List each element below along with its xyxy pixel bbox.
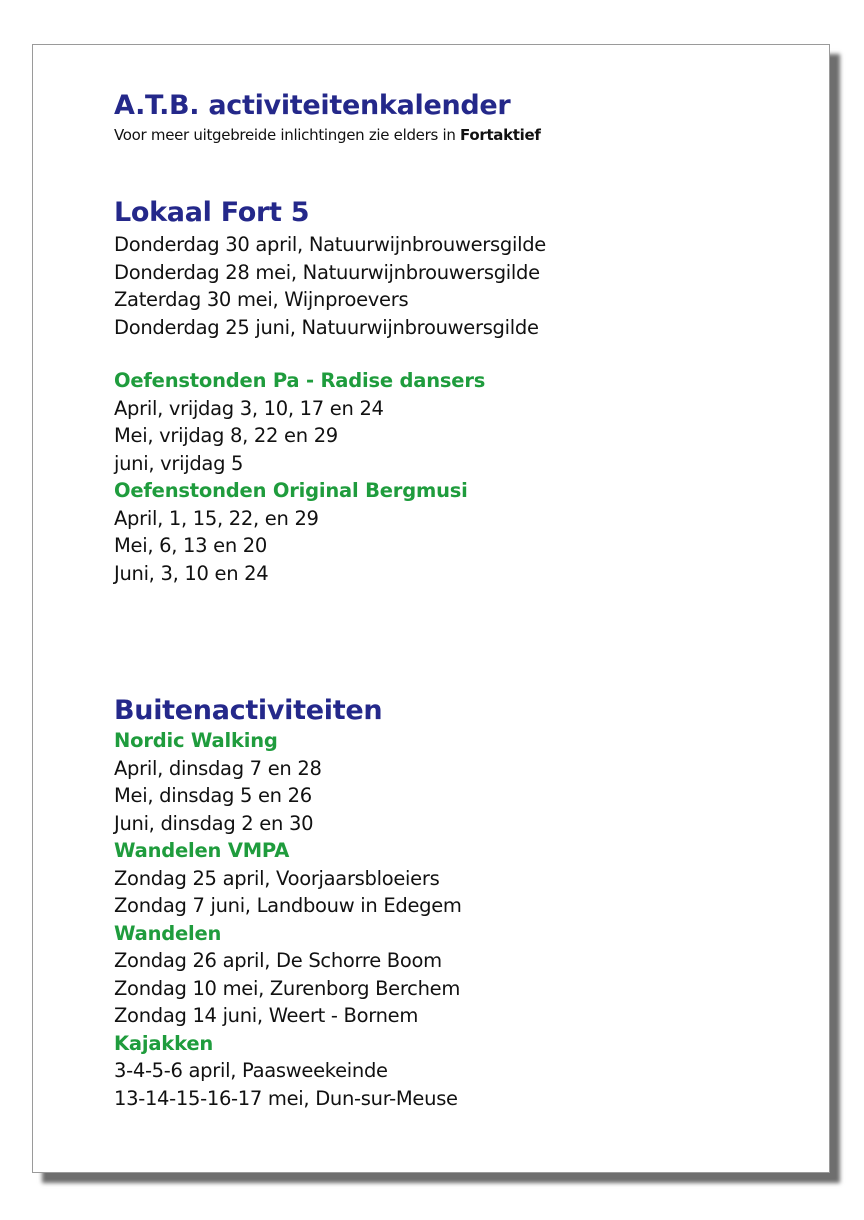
page-title: A.T.B. activiteitenkalender xyxy=(114,90,511,121)
group-pa-radise-dansers xyxy=(114,367,814,477)
list-item: Mei, dinsdag 5 en 26 xyxy=(114,784,312,807)
list-item: April, vrijdag 3, 10, 17 en 24 xyxy=(114,396,384,420)
list-item: juni, vrijdag 5 xyxy=(114,451,244,475)
list-item: April, dinsdag 7 en 28 xyxy=(114,756,322,780)
list-item: April, 1, 15, 22, en 29 xyxy=(114,506,319,530)
sub-heading: Oefenstonden Original Bergmusi xyxy=(114,479,468,502)
sub-heading: Kajakken xyxy=(114,1031,214,1055)
section-title-lokaal: Lokaal Fort 5 xyxy=(114,197,310,228)
list-item: Zondag 7 juni, Landbouw in Edegem xyxy=(114,894,462,917)
list-item: Zondag 10 mei, Zurenborg Berchem xyxy=(114,976,461,1000)
list-item: Juni, dinsdag 2 en 30 xyxy=(114,811,314,835)
list-item: Donderdag 30 april, Natuurwijnbrouwersgilde xyxy=(114,233,546,256)
group-nordic-walking xyxy=(114,727,814,837)
group-original-bergmusi xyxy=(114,477,814,587)
list-item: Mei, 6, 13 en 20 xyxy=(114,534,268,557)
page-content xyxy=(114,87,814,1112)
document-page xyxy=(32,44,830,1173)
list-item: Zondag 25 april, Voorjaarsbloeiers xyxy=(114,866,440,890)
subtitle-bold: Fortaktief xyxy=(460,126,541,144)
sub-heading: Wandelen VMPA xyxy=(114,839,290,862)
list-item: Donderdag 28 mei, Natuurwijnbrouwersgilde xyxy=(114,260,540,284)
page-subtitle xyxy=(114,125,814,145)
list-item: Juni, 3, 10 en 24 xyxy=(114,561,269,585)
sub-heading: Oefenstonden Pa - Radise dansers xyxy=(114,369,486,392)
sub-heading: Nordic Walking xyxy=(114,729,278,752)
list-item: Mei, vrijdag 8, 22 en 29 xyxy=(114,424,338,447)
section-title-buiten: Buitenactiviteiten xyxy=(114,695,383,726)
section-lokaal xyxy=(114,195,814,587)
group-kajakken xyxy=(114,1030,814,1113)
list-item: 13-14-15-16-17 mei, Dun-sur-Meuse xyxy=(114,1086,458,1110)
list-item: Zondag 14 juni, Weert - Bornem xyxy=(114,1004,419,1027)
list-item: Zondag 26 april, De Schorre Boom xyxy=(114,949,442,972)
subtitle-text: Voor meer uitgebreide inlichtingen zie elders in xyxy=(114,126,460,144)
list-item: 3-4-5-6 april, Paasweekeinde xyxy=(114,1059,388,1082)
group-wandelen-vmpa xyxy=(114,837,814,920)
list-item: Donderdag 25 juni, Natuurwijnbrouwersgilde xyxy=(114,315,539,339)
group-wandelen xyxy=(114,920,814,1030)
section-buiten xyxy=(114,695,814,1112)
list-item: Zaterdag 30 mei, Wijnproevers xyxy=(114,288,409,311)
header xyxy=(114,87,814,145)
sub-heading: Wandelen xyxy=(114,921,222,945)
